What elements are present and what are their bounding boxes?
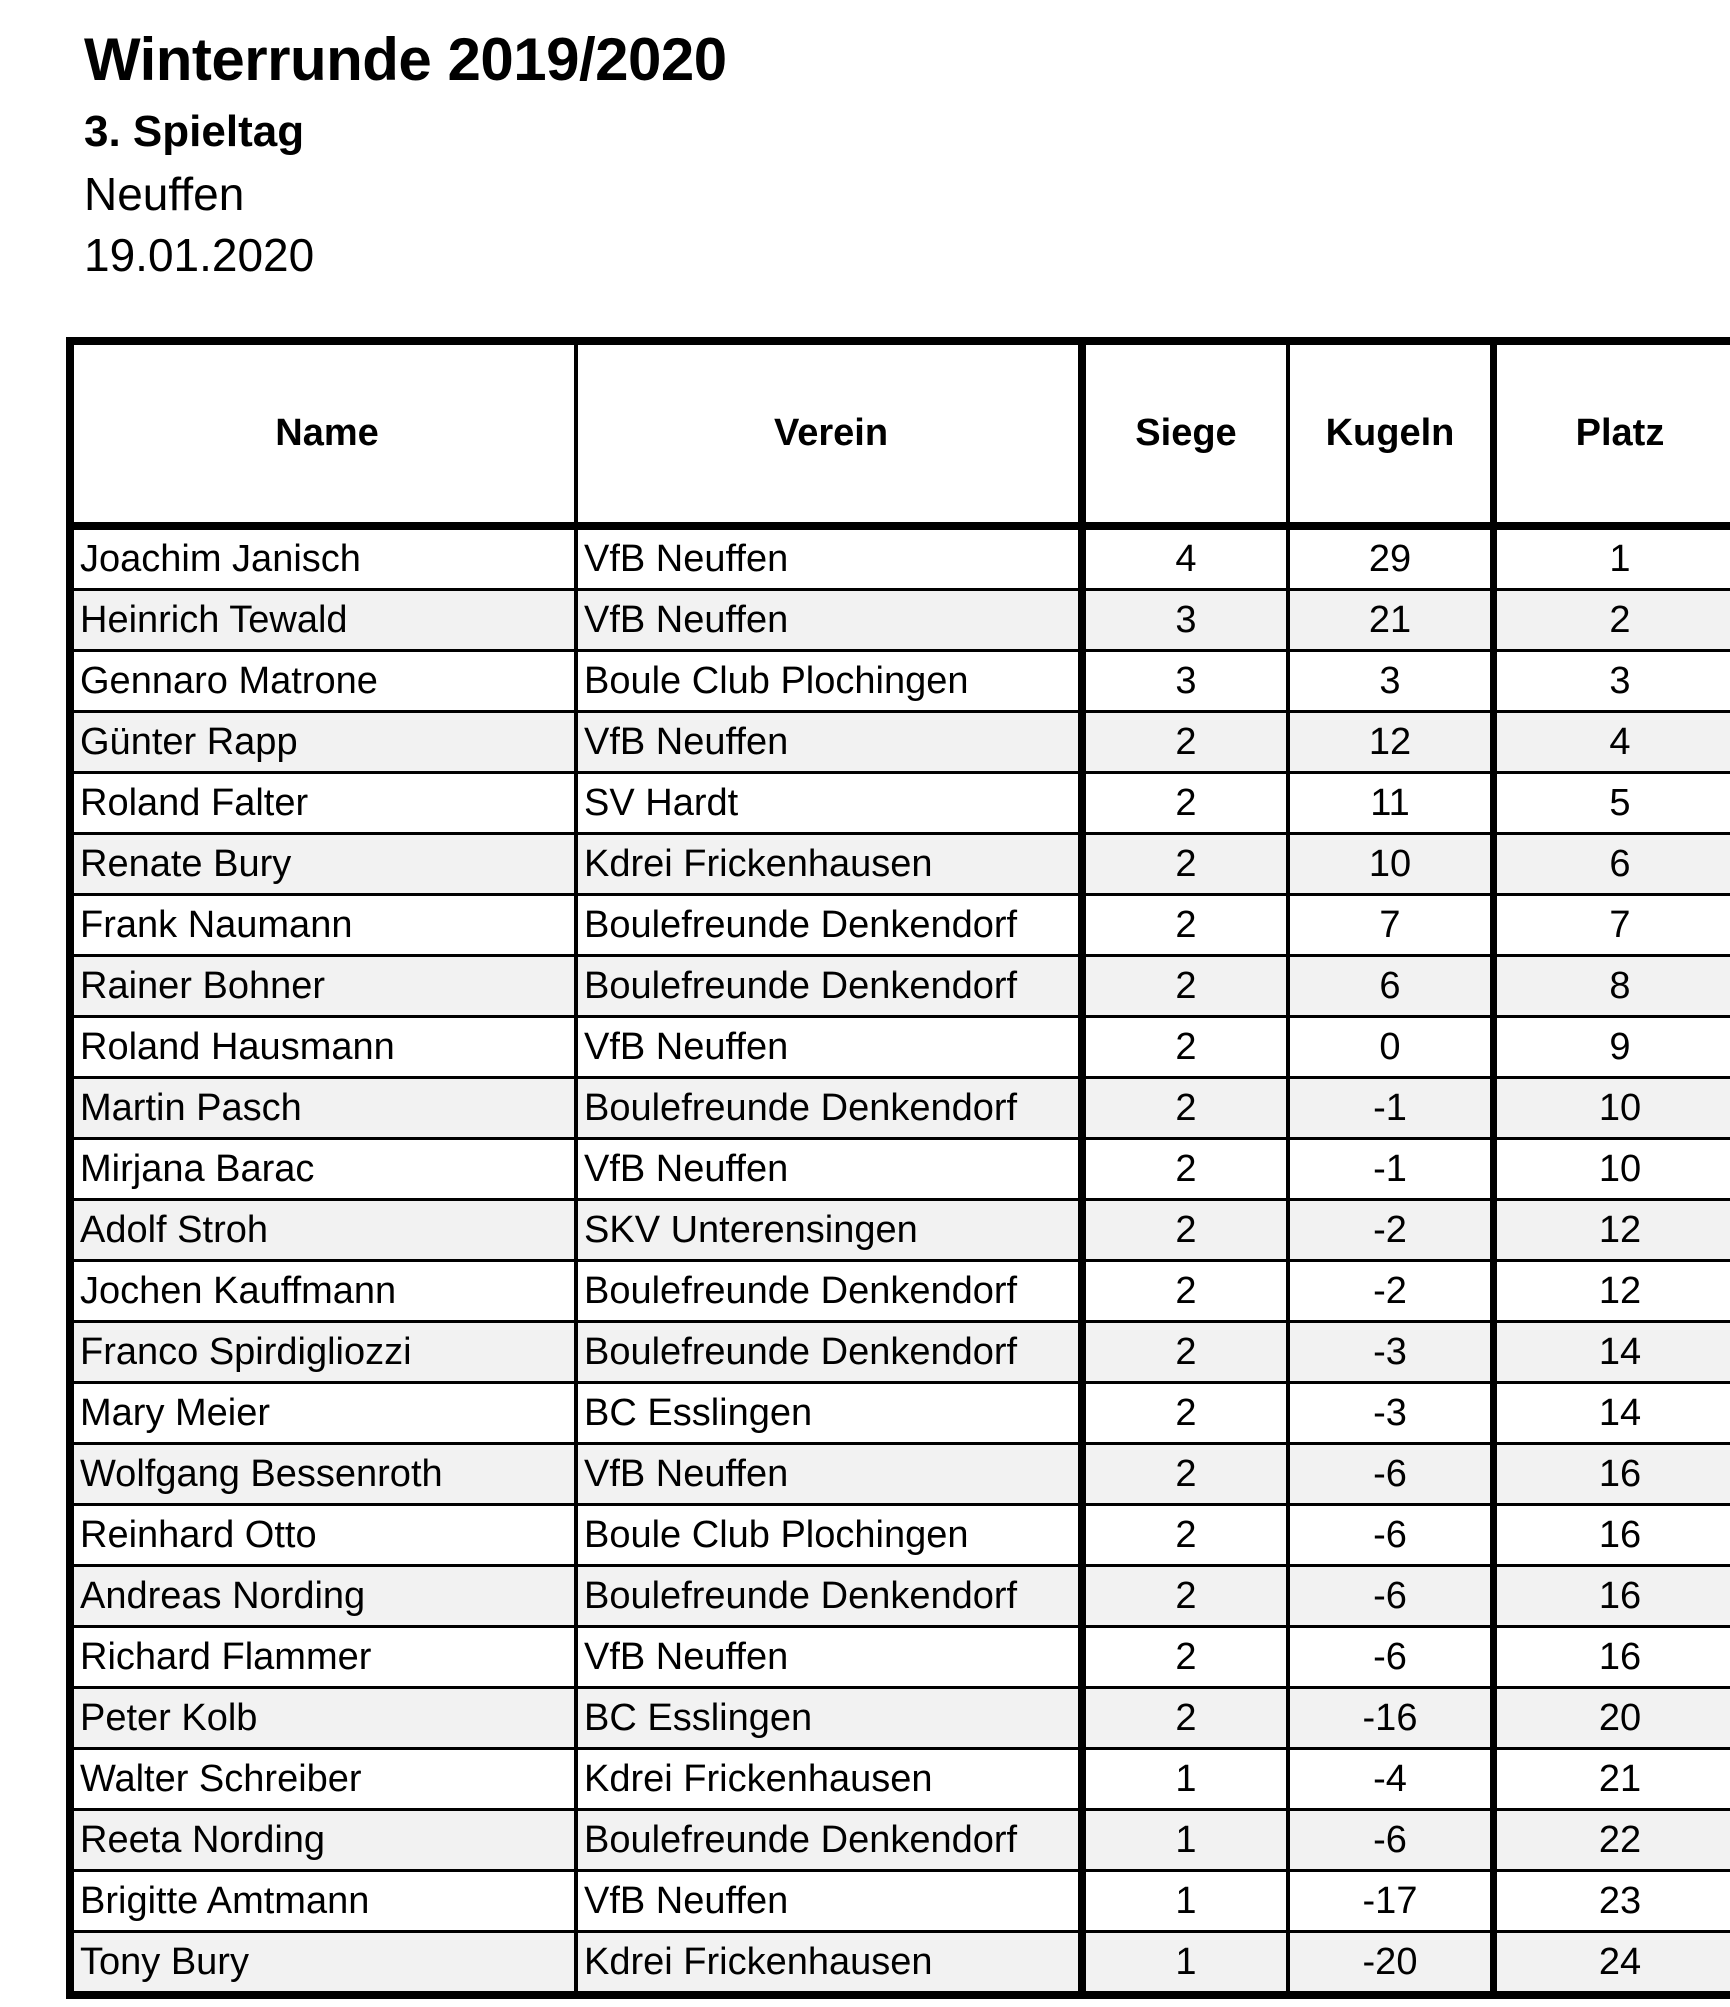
table-row [70, 1383, 1730, 1444]
cell-balls: -6 [1288, 1810, 1494, 1871]
cell-wins: 2 [1082, 834, 1288, 895]
cell-rank: 4 [1494, 712, 1730, 773]
table-row [70, 1688, 1730, 1749]
cell-balls: 3 [1288, 651, 1494, 712]
cell-club: Kdrei Frickenhausen [576, 1749, 1082, 1810]
cell-rank: 21 [1494, 1749, 1730, 1810]
cell-club: Boule Club Plochingen [576, 651, 1082, 712]
cell-wins: 2 [1082, 712, 1288, 773]
cell-club: VfB Neuffen [576, 526, 1082, 590]
table-row [70, 1505, 1730, 1566]
cell-club: VfB Neuffen [576, 1444, 1082, 1505]
cell-balls: -6 [1288, 1444, 1494, 1505]
cell-name: Jochen Kauffmann [70, 1261, 576, 1322]
cell-club: SKV Unterensingen [576, 1200, 1082, 1261]
cell-rank: 16 [1494, 1627, 1730, 1688]
cell-rank: 8 [1494, 956, 1730, 1017]
cell-wins: 2 [1082, 1383, 1288, 1444]
table-row [70, 1566, 1730, 1627]
cell-rank: 12 [1494, 1261, 1730, 1322]
page-title: Winterrunde 2019/2020 [84, 26, 727, 93]
cell-name: Frank Naumann [70, 895, 576, 956]
table-row [70, 1749, 1730, 1810]
cell-balls: -3 [1288, 1383, 1494, 1444]
cell-club: Boulefreunde Denkendorf [576, 1322, 1082, 1383]
cell-balls: -6 [1288, 1566, 1494, 1627]
cell-balls: 29 [1288, 526, 1494, 590]
cell-club: Kdrei Frickenhausen [576, 834, 1082, 895]
table-row [70, 1200, 1730, 1261]
table-row [70, 1078, 1730, 1139]
cell-wins: 1 [1082, 1749, 1288, 1810]
cell-balls: -2 [1288, 1261, 1494, 1322]
table-row [70, 773, 1730, 834]
cell-balls: 11 [1288, 773, 1494, 834]
cell-club: Boule Club Plochingen [576, 1505, 1082, 1566]
matchday-subtitle: 3. Spieltag [84, 107, 305, 156]
cell-balls: -1 [1288, 1139, 1494, 1200]
cell-balls: 7 [1288, 895, 1494, 956]
cell-balls: -3 [1288, 1322, 1494, 1383]
cell-name: Martin Pasch [70, 1078, 576, 1139]
cell-name: Mirjana Barac [70, 1139, 576, 1200]
table-row [70, 834, 1730, 895]
table-header-row [70, 341, 1730, 526]
cell-wins: 2 [1082, 1688, 1288, 1749]
table-row [70, 1932, 1730, 1996]
cell-rank: 22 [1494, 1810, 1730, 1871]
cell-club: VfB Neuffen [576, 590, 1082, 651]
cell-name: Adolf Stroh [70, 1200, 576, 1261]
cell-club: Kdrei Frickenhausen [576, 1932, 1082, 1996]
cell-rank: 23 [1494, 1871, 1730, 1932]
cell-wins: 2 [1082, 773, 1288, 834]
cell-club: VfB Neuffen [576, 1139, 1082, 1200]
cell-wins: 2 [1082, 1017, 1288, 1078]
cell-wins: 2 [1082, 1505, 1288, 1566]
cell-balls: -2 [1288, 1200, 1494, 1261]
date-text: 19.01.2020 [84, 229, 315, 281]
cell-wins: 2 [1082, 1566, 1288, 1627]
table-row [70, 895, 1730, 956]
cell-rank: 2 [1494, 590, 1730, 651]
table-row [70, 651, 1730, 712]
cell-rank: 9 [1494, 1017, 1730, 1078]
cell-club: Boulefreunde Denkendorf [576, 1566, 1082, 1627]
cell-name: Reeta Nording [70, 1810, 576, 1871]
cell-balls: -6 [1288, 1505, 1494, 1566]
cell-rank: 20 [1494, 1688, 1730, 1749]
table-row [70, 526, 1730, 590]
cell-rank: 14 [1494, 1383, 1730, 1444]
cell-wins: 1 [1082, 1932, 1288, 1996]
cell-rank: 16 [1494, 1566, 1730, 1627]
cell-rank: 24 [1494, 1932, 1730, 1996]
cell-name: Andreas Nording [70, 1566, 576, 1627]
cell-club: SV Hardt [576, 773, 1082, 834]
table-row [70, 712, 1730, 773]
cell-name: Franco Spirdigliozzi [70, 1322, 576, 1383]
cell-rank: 1 [1494, 526, 1730, 590]
cell-balls: -4 [1288, 1749, 1494, 1810]
cell-wins: 4 [1082, 526, 1288, 590]
table-row [70, 1444, 1730, 1505]
cell-rank: 10 [1494, 1078, 1730, 1139]
cell-wins: 2 [1082, 1139, 1288, 1200]
column-header-club: Verein [576, 341, 1082, 526]
cell-club: VfB Neuffen [576, 1627, 1082, 1688]
results-table [66, 337, 1730, 1999]
table-row [70, 1139, 1730, 1200]
cell-wins: 3 [1082, 590, 1288, 651]
cell-balls: 12 [1288, 712, 1494, 773]
cell-rank: 16 [1494, 1444, 1730, 1505]
cell-club: Boulefreunde Denkendorf [576, 895, 1082, 956]
cell-name: Peter Kolb [70, 1688, 576, 1749]
cell-name: Heinrich Tewald [70, 590, 576, 651]
cell-club: VfB Neuffen [576, 712, 1082, 773]
cell-wins: 1 [1082, 1871, 1288, 1932]
cell-wins: 2 [1082, 1444, 1288, 1505]
cell-wins: 2 [1082, 1078, 1288, 1139]
cell-rank: 12 [1494, 1200, 1730, 1261]
cell-club: Boulefreunde Denkendorf [576, 1078, 1082, 1139]
cell-name: Reinhard Otto [70, 1505, 576, 1566]
cell-balls: -20 [1288, 1932, 1494, 1996]
cell-wins: 3 [1082, 651, 1288, 712]
cell-name: Brigitte Amtmann [70, 1871, 576, 1932]
cell-wins: 2 [1082, 1200, 1288, 1261]
cell-balls: 21 [1288, 590, 1494, 651]
cell-club: Boulefreunde Denkendorf [576, 1261, 1082, 1322]
cell-name: Mary Meier [70, 1383, 576, 1444]
cell-wins: 2 [1082, 1261, 1288, 1322]
cell-club: BC Esslingen [576, 1688, 1082, 1749]
cell-name: Richard Flammer [70, 1627, 576, 1688]
table-row [70, 1810, 1730, 1871]
cell-club: Boulefreunde Denkendorf [576, 956, 1082, 1017]
cell-club: VfB Neuffen [576, 1017, 1082, 1078]
table-row [70, 1627, 1730, 1688]
cell-rank: 14 [1494, 1322, 1730, 1383]
cell-name: Walter Schreiber [70, 1749, 576, 1810]
table-row [70, 590, 1730, 651]
cell-wins: 2 [1082, 1322, 1288, 1383]
cell-wins: 2 [1082, 895, 1288, 956]
cell-name: Roland Falter [70, 773, 576, 834]
column-header-name: Name [70, 341, 576, 526]
cell-balls: -6 [1288, 1627, 1494, 1688]
cell-club: BC Esslingen [576, 1383, 1082, 1444]
cell-name: Joachim Janisch [70, 526, 576, 590]
cell-rank: 5 [1494, 773, 1730, 834]
cell-rank: 16 [1494, 1505, 1730, 1566]
column-header-balls: Kugeln [1288, 341, 1494, 526]
cell-balls: 6 [1288, 956, 1494, 1017]
table-row [70, 1322, 1730, 1383]
cell-name: Gennaro Matrone [70, 651, 576, 712]
cell-balls: -16 [1288, 1688, 1494, 1749]
cell-balls: -17 [1288, 1871, 1494, 1932]
cell-balls: 0 [1288, 1017, 1494, 1078]
table-row [70, 956, 1730, 1017]
cell-wins: 2 [1082, 1627, 1288, 1688]
column-header-wins: Siege [1082, 341, 1288, 526]
cell-balls: -1 [1288, 1078, 1494, 1139]
cell-name: Renate Bury [70, 834, 576, 895]
cell-rank: 3 [1494, 651, 1730, 712]
cell-club: Boulefreunde Denkendorf [576, 1810, 1082, 1871]
cell-club: VfB Neuffen [576, 1871, 1082, 1932]
cell-rank: 7 [1494, 895, 1730, 956]
table-row [70, 1017, 1730, 1078]
location-text: Neuffen [84, 168, 245, 220]
cell-name: Günter Rapp [70, 712, 576, 773]
cell-balls: 10 [1288, 834, 1494, 895]
cell-name: Tony Bury [70, 1932, 576, 1996]
table-row [70, 1261, 1730, 1322]
column-header-rank: Platz [1494, 341, 1730, 526]
cell-wins: 2 [1082, 956, 1288, 1017]
cell-name: Wolfgang Bessenroth [70, 1444, 576, 1505]
cell-rank: 10 [1494, 1139, 1730, 1200]
table-row [70, 1871, 1730, 1932]
cell-name: Rainer Bohner [70, 956, 576, 1017]
cell-name: Roland Hausmann [70, 1017, 576, 1078]
cell-wins: 1 [1082, 1810, 1288, 1871]
cell-rank: 6 [1494, 834, 1730, 895]
